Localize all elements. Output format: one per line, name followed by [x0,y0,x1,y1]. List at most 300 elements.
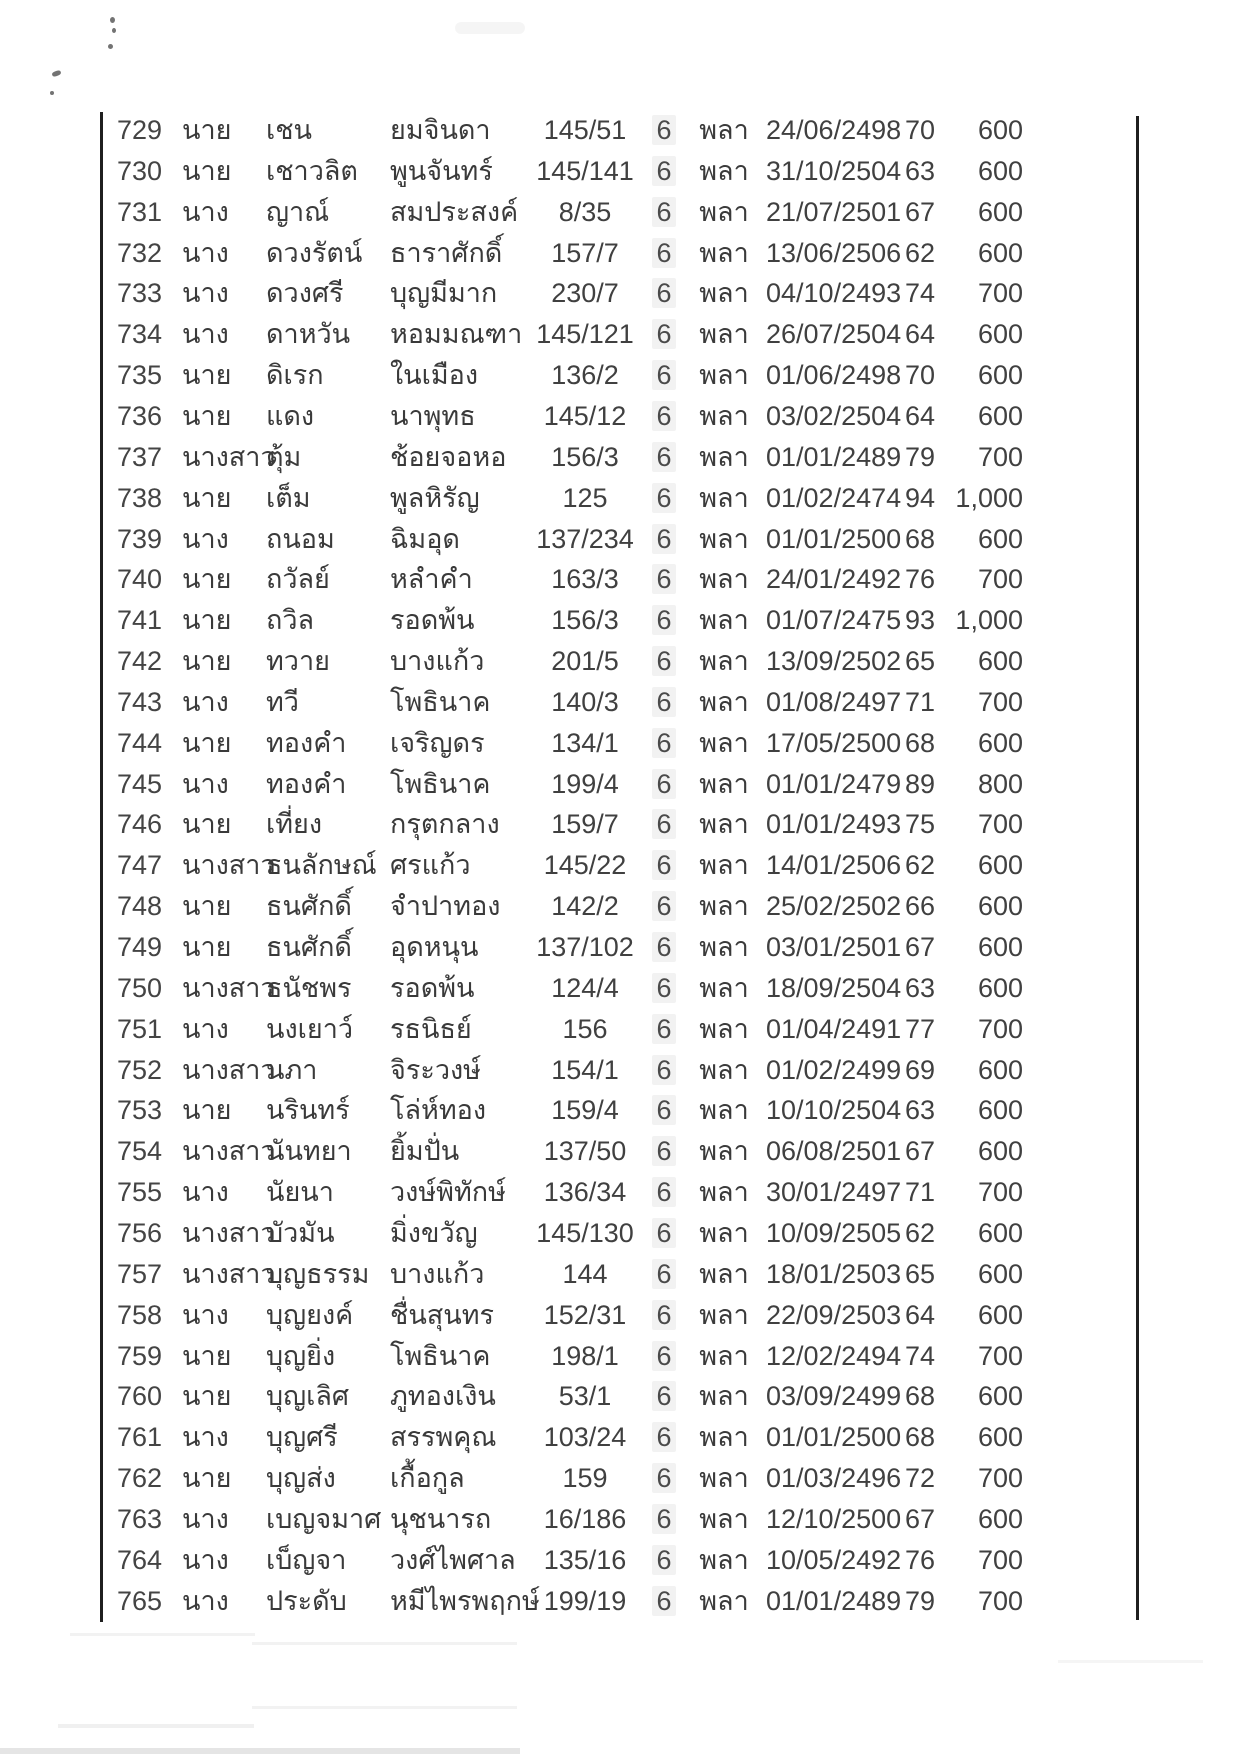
cell-birth-date: 12/10/2500 [766,1503,902,1534]
cell-age: 63 [904,155,936,186]
cell-moo-number: 6 [642,1376,686,1417]
table-row [0,559,1240,600]
cell-title: นางสาว [182,1054,276,1085]
table-row [0,682,1240,723]
cell-title: นาย [182,1095,232,1126]
cell-house-number: 198/1 [551,1340,619,1371]
cell-last-name: ยมจินดา [390,115,491,145]
cell-first-name: นภา [266,1054,318,1085]
cell-house-number: 136/34 [543,1177,627,1208]
cell-age: 68 [904,727,936,758]
cell-first-name: ดวงศรี [266,278,344,309]
cell-birth-date: 17/05/2500 [766,727,902,758]
table-row [0,804,1240,845]
cell-first-name: เบ็ญจา [266,1544,347,1575]
cell-first-name: เที่ยง [266,809,323,840]
cell-moo-number: 6 [642,968,686,1009]
cell-subdistrict: พลา [699,115,749,145]
cell-amount: 600 [977,1054,1023,1085]
cell-moo-number: 6 [642,723,686,764]
cell-age: 76 [904,1544,936,1575]
cell-subdistrict: พลา [699,441,749,472]
cell-last-name: รอดพ้น [390,972,475,1003]
cell-amount: 600 [977,850,1023,881]
cell-row-number: 752 [116,1054,162,1085]
cell-moo-number: 6 [642,151,686,192]
cell-subdistrict: พลา [699,523,749,554]
cell-last-name: ภูทองเงิน [390,1381,496,1412]
cell-age: 67 [904,1136,936,1167]
cell-moo-number: 6 [642,764,686,805]
cell-amount: 700 [977,1585,1023,1616]
cell-row-number: 729 [116,115,162,145]
cell-first-name: ประดับ [266,1585,347,1616]
cell-amount: 600 [977,891,1023,922]
cell-row-number: 765 [116,1585,162,1616]
cell-last-name: ช้อยจอหอ [390,441,507,472]
cell-row-number: 755 [116,1177,162,1208]
cell-first-name: ทองคำ [266,768,347,799]
table-row [0,1499,1240,1540]
cell-age: 72 [904,1463,936,1494]
cell-row-number: 751 [116,1013,162,1044]
cell-title: นาย [182,400,232,431]
cell-subdistrict: พลา [699,360,749,391]
cell-row-number: 731 [116,196,162,227]
table-row [0,641,1240,682]
cell-title: นางสาว [182,850,276,881]
cell-age: 79 [904,441,936,472]
cell-last-name: ธาราศักดิ์ [390,237,503,268]
cell-first-name: นงเยาว์ [266,1013,354,1044]
cell-amount: 600 [977,523,1023,554]
cell-moo-number: 6 [642,1131,686,1172]
cell-subdistrict: พลา [699,1299,749,1330]
cell-title: นาย [182,1381,232,1412]
cell-first-name: ถนอม [266,523,335,554]
cell-moo-number: 6 [642,192,686,233]
cell-row-number: 734 [116,319,162,350]
cell-first-name: บุญธรรม [266,1258,370,1289]
cell-first-name: เชน [266,115,313,145]
cell-title: นางสาว [182,1136,276,1167]
cell-row-number: 747 [116,850,162,881]
cell-row-number: 739 [116,523,162,554]
table-row [0,1540,1240,1581]
table-row [0,886,1240,927]
cell-moo-number: 6 [642,1254,686,1295]
cell-title: นาย [182,155,232,186]
cell-house-number: 124/4 [551,972,619,1003]
cell-amount: 600 [977,1503,1023,1534]
cell-house-number: 156/3 [551,605,619,636]
cell-last-name: วงษ์พิทักษ์ [390,1177,506,1208]
table-row [0,1172,1240,1213]
cell-amount: 700 [977,278,1023,309]
cell-amount: 1,000 [955,482,1023,513]
cell-house-number: 142/2 [551,891,619,922]
cell-amount: 600 [977,727,1023,758]
cell-house-number: 140/3 [551,686,619,717]
cell-row-number: 738 [116,482,162,513]
cell-birth-date: 03/01/2501 [766,932,902,962]
cell-house-number: 125 [562,482,608,513]
cell-moo-number: 6 [642,110,686,151]
cell-title: นาย [182,115,232,145]
cell-first-name: เบญจมาศ [266,1503,382,1534]
cell-row-number: 745 [116,768,162,799]
cell-row-number: 748 [116,891,162,922]
cell-house-number: 159/7 [551,809,619,840]
cell-birth-date: 01/06/2498 [766,360,902,391]
cell-age: 64 [904,400,936,431]
cell-subdistrict: พลา [699,155,749,186]
cell-house-number: 199/4 [551,768,619,799]
cell-title: นาย [182,1463,232,1494]
cell-birth-date: 03/09/2499 [766,1381,902,1412]
cell-moo-number: 6 [642,1009,686,1050]
cell-row-number: 749 [116,932,162,962]
cell-row-number: 733 [116,278,162,309]
cell-moo-number: 6 [642,804,686,845]
cell-age: 89 [904,768,936,799]
cell-birth-date: 01/01/2479 [766,768,902,799]
cell-row-number: 740 [116,564,162,595]
cell-first-name: บุญเลิศ [266,1381,350,1412]
cell-row-number: 750 [116,972,162,1003]
cell-birth-date: 10/05/2492 [766,1544,902,1575]
cell-first-name: ทองคำ [266,727,347,758]
cell-row-number: 741 [116,605,162,636]
cell-title: นาย [182,646,232,677]
cell-subdistrict: พลา [699,850,749,881]
cell-age: 67 [904,1503,936,1534]
cell-amount: 600 [977,400,1023,431]
cell-row-number: 753 [116,1095,162,1126]
cell-last-name: อุดหนุน [390,932,479,962]
cell-moo-number: 6 [642,845,686,886]
cell-last-name: เจริญดร [390,727,485,758]
cell-moo-number: 6 [642,1213,686,1254]
cell-last-name: โพธินาค [390,1340,491,1371]
cell-subdistrict: พลา [699,482,749,513]
cell-first-name: แดง [266,400,315,431]
cell-house-number: 137/102 [536,932,634,962]
cell-house-number: 199/19 [543,1585,627,1616]
table-row [0,1131,1240,1172]
cell-age: 68 [904,523,936,554]
cell-row-number: 758 [116,1299,162,1330]
cell-house-number: 135/16 [543,1544,627,1575]
cell-amount: 600 [977,1136,1023,1167]
cell-age: 68 [904,1422,936,1453]
cell-row-number: 737 [116,441,162,472]
cell-last-name: รอดพ้น [390,605,475,636]
table-row [0,1581,1240,1622]
cell-house-number: 145/141 [536,155,634,186]
cell-last-name: จำปาทอง [390,891,501,922]
cell-amount: 600 [977,1258,1023,1289]
cell-row-number: 757 [116,1258,162,1289]
cell-birth-date: 26/07/2504 [766,319,902,350]
cell-title: นาง [182,1422,229,1453]
cell-birth-date: 21/07/2501 [766,196,902,227]
cell-last-name: พูลหิรัญ [390,482,480,513]
cell-row-number: 732 [116,237,162,268]
cell-subdistrict: พลา [699,1340,749,1371]
cell-amount: 600 [977,1422,1023,1453]
cell-amount: 1,000 [955,605,1023,636]
cell-title: นาง [182,278,229,309]
cell-subdistrict: พลา [699,237,749,268]
cell-birth-date: 12/02/2494 [766,1340,902,1371]
cell-subdistrict: พลา [699,400,749,431]
cell-subdistrict: พลา [699,768,749,799]
cell-birth-date: 01/02/2499 [766,1054,902,1085]
cell-title: นางสาว [182,1258,276,1289]
cell-first-name: ตุ้ม [266,441,302,472]
table-row [0,1009,1240,1050]
cell-amount: 600 [977,237,1023,268]
cell-amount: 700 [977,686,1023,717]
cell-first-name: ดาหวัน [266,319,351,350]
cell-title: นาง [182,1299,229,1330]
cell-amount: 700 [977,1544,1023,1575]
cell-birth-date: 30/01/2497 [766,1177,902,1208]
cell-subdistrict: พลา [699,1381,749,1412]
cell-birth-date: 24/01/2492 [766,564,902,595]
cell-amount: 800 [977,768,1023,799]
cell-row-number: 736 [116,400,162,431]
cell-amount: 600 [977,932,1023,962]
table-row [0,1090,1240,1131]
cell-age: 79 [904,1585,936,1616]
cell-age: 94 [904,482,936,513]
cell-first-name: ธนัชพร [266,972,352,1003]
cell-first-name: บุญศรี [266,1422,338,1453]
cell-amount: 600 [977,155,1023,186]
cell-last-name: ศรแก้ว [390,850,471,881]
cell-house-number: 16/186 [543,1503,627,1534]
table-row [0,110,1240,151]
cell-row-number: 744 [116,727,162,758]
cell-row-number: 760 [116,1381,162,1412]
cell-first-name: บุญยงค์ [266,1299,354,1330]
cell-house-number: 145/130 [536,1217,634,1248]
cell-title: นาง [182,768,229,799]
cell-age: 65 [904,1258,936,1289]
cell-age: 64 [904,1299,936,1330]
cell-title: นาย [182,564,232,595]
cell-title: นาง [182,1544,229,1575]
cell-amount: 600 [977,115,1023,145]
cell-subdistrict: พลา [699,1258,749,1289]
cell-house-number: 137/50 [543,1136,627,1167]
cell-subdistrict: พลา [699,891,749,922]
cell-row-number: 746 [116,809,162,840]
cell-title: นาง [182,196,229,227]
table-row [0,233,1240,274]
cell-subdistrict: พลา [699,1054,749,1085]
table-row [0,1050,1240,1091]
cell-subdistrict: พลา [699,278,749,309]
cell-moo-number: 6 [642,396,686,437]
cell-title: นางสาว [182,1217,276,1248]
cell-age: 64 [904,319,936,350]
cell-age: 69 [904,1054,936,1085]
cell-title: นาย [182,482,232,513]
cell-title: นาย [182,727,232,758]
cell-row-number: 762 [116,1463,162,1494]
cell-birth-date: 01/01/2489 [766,441,902,472]
table-row [0,1254,1240,1295]
cell-moo-number: 6 [642,437,686,478]
cell-moo-number: 6 [642,478,686,519]
cell-first-name: บุญยิ่ง [266,1340,336,1371]
table-row [0,1417,1240,1458]
cell-moo-number: 6 [642,1499,686,1540]
cell-house-number: 163/3 [551,564,619,595]
cell-subdistrict: พลา [699,1585,749,1616]
cell-house-number: 144 [562,1258,608,1289]
cell-title: นาง [182,319,229,350]
cell-title: นาง [182,1585,229,1616]
cell-first-name: ดวงรัตน์ [266,237,363,268]
cell-first-name: ธนศักดิ์ [266,932,352,962]
cell-subdistrict: พลา [699,1095,749,1126]
cell-birth-date: 22/09/2503 [766,1299,902,1330]
cell-amount: 700 [977,1013,1023,1044]
cell-age: 62 [904,237,936,268]
table-row [0,927,1240,968]
cell-subdistrict: พลา [699,932,749,962]
cell-last-name: สรรพคุณ [390,1422,497,1453]
cell-age: 63 [904,972,936,1003]
cell-birth-date: 03/02/2504 [766,400,902,431]
cell-age: 63 [904,1095,936,1126]
cell-birth-date: 01/03/2496 [766,1463,902,1494]
cell-moo-number: 6 [642,273,686,314]
cell-row-number: 742 [116,646,162,677]
cell-house-number: 159 [562,1463,608,1494]
cell-first-name: บุญส่ง [266,1463,336,1494]
cell-moo-number: 6 [642,1417,686,1458]
cell-subdistrict: พลา [699,1217,749,1248]
cell-house-number: 152/31 [543,1299,627,1330]
cell-row-number: 761 [116,1422,162,1453]
cell-subdistrict: พลา [699,1463,749,1494]
cell-birth-date: 04/10/2493 [766,278,902,309]
cell-first-name: นรินทร์ [266,1095,350,1126]
cell-last-name: มิ่งขวัญ [390,1217,478,1248]
cell-age: 75 [904,809,936,840]
table-row [0,396,1240,437]
cell-subdistrict: พลา [699,727,749,758]
table-row [0,314,1240,355]
cell-subdistrict: พลา [699,319,749,350]
cell-subdistrict: พลา [699,1503,749,1534]
cell-house-number: 53/1 [558,1381,612,1412]
cell-age: 68 [904,1381,936,1412]
cell-last-name: โพธินาค [390,686,491,717]
cell-house-number: 145/12 [543,400,627,431]
cell-title: นาย [182,605,232,636]
cell-subdistrict: พลา [699,1136,749,1167]
cell-last-name: นาพุทธ [390,400,476,431]
cell-birth-date: 25/02/2502 [766,891,902,922]
cell-house-number: 157/7 [551,237,619,268]
table-row [0,478,1240,519]
cell-last-name: โล่ห์ทอง [390,1095,487,1126]
cell-amount: 600 [977,646,1023,677]
cell-first-name: ธนลักษณ์ [266,850,377,881]
cell-title: นาง [182,1177,229,1208]
cell-last-name: บางแก้ว [390,646,485,677]
cell-birth-date: 10/09/2505 [766,1217,902,1248]
cell-age: 74 [904,278,936,309]
table-row [0,355,1240,396]
cell-row-number: 756 [116,1217,162,1248]
table-row [0,1213,1240,1254]
cell-age: 62 [904,1217,936,1248]
cell-title: นาย [182,932,232,962]
cell-title: นาย [182,809,232,840]
cell-title: นาง [182,1503,229,1534]
cell-house-number: 145/22 [543,850,627,881]
table-row [0,1336,1240,1377]
cell-row-number: 743 [116,686,162,717]
cell-birth-date: 10/10/2504 [766,1095,902,1126]
cell-subdistrict: พลา [699,605,749,636]
cell-last-name: เกื้อกูล [390,1463,465,1494]
cell-title: นาย [182,1340,232,1371]
cell-last-name: บุญมีมาก [390,278,498,309]
cell-moo-number: 6 [642,233,686,274]
cell-house-number: 137/234 [536,523,634,554]
cell-amount: 700 [977,564,1023,595]
cell-birth-date: 13/06/2506 [766,237,902,268]
cell-age: 74 [904,1340,936,1371]
cell-subdistrict: พลา [699,1422,749,1453]
cell-moo-number: 6 [642,600,686,641]
cell-birth-date: 01/08/2497 [766,686,902,717]
cell-title: นาย [182,360,232,391]
cell-age: 62 [904,850,936,881]
cell-first-name: นันทยา [266,1136,352,1167]
cell-amount: 700 [977,1177,1023,1208]
cell-house-number: 230/7 [551,278,619,309]
cell-last-name: โพธินาค [390,768,491,799]
cell-age: 93 [904,605,936,636]
cell-title: นาย [182,891,232,922]
cell-row-number: 764 [116,1544,162,1575]
table-row [0,519,1240,560]
cell-amount: 600 [977,1381,1023,1412]
cell-amount: 600 [977,360,1023,391]
cell-subdistrict: พลา [699,1544,749,1575]
cell-amount: 600 [977,319,1023,350]
cell-subdistrict: พลา [699,1013,749,1044]
cell-birth-date: 01/01/2493 [766,809,902,840]
cell-moo-number: 6 [642,1295,686,1336]
cell-moo-number: 6 [642,927,686,968]
cell-moo-number: 6 [642,641,686,682]
cell-last-name: หลำคำ [390,564,473,595]
cell-amount: 600 [977,1095,1023,1126]
cell-house-number: 156 [562,1013,608,1044]
cell-birth-date: 06/08/2501 [766,1136,902,1167]
cell-last-name: ชื่นสุนทร [390,1299,495,1330]
